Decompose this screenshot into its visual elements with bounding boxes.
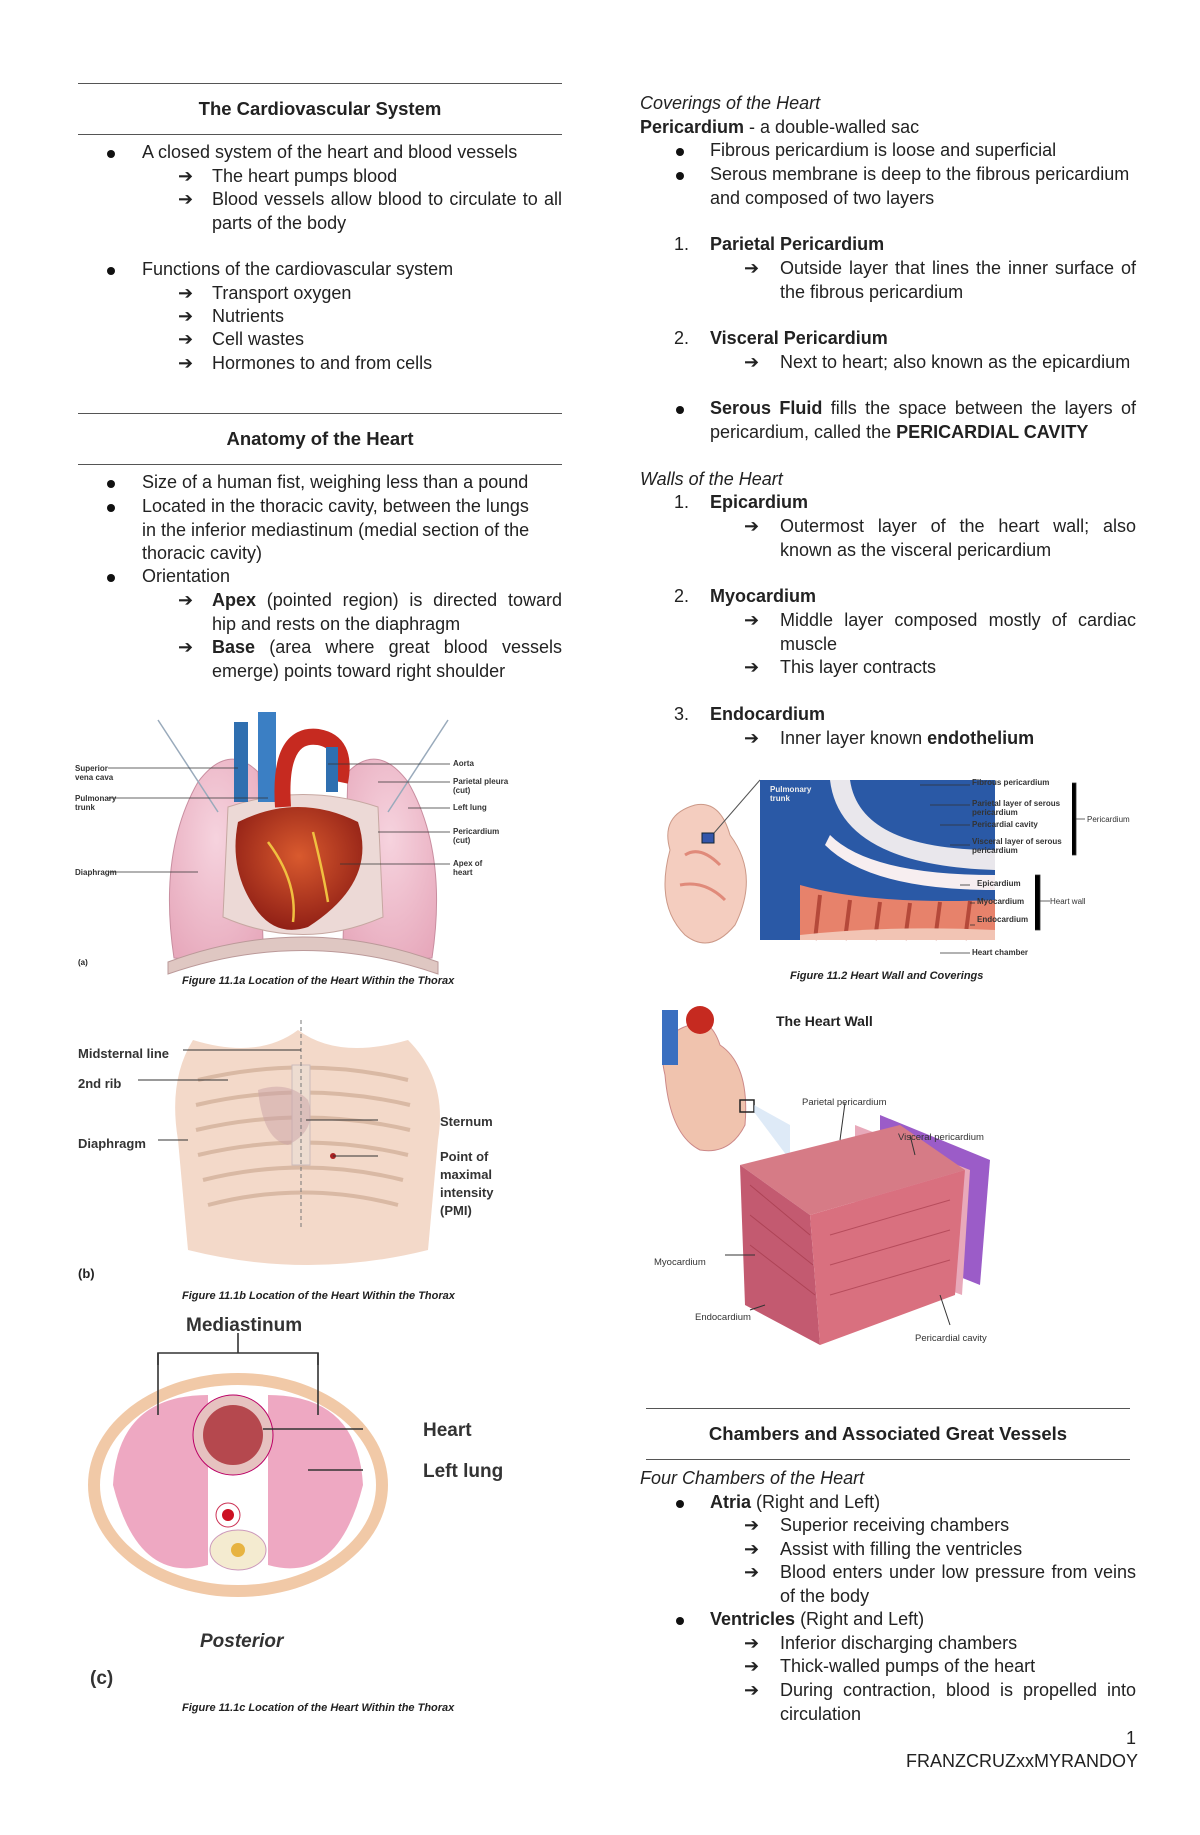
label-heart-chamber: Heart chamber [972, 948, 1029, 957]
heading-coverings: Coverings of the Heart [640, 93, 821, 113]
epicardium: Epicardium [710, 492, 809, 512]
atria-desc-2: Assist with filling the ventricles [780, 1539, 1023, 1559]
pmi-line: maximal [440, 1167, 493, 1182]
arrow-icon: ➔ [744, 610, 760, 630]
label-midsternal-line: Midsternal line [78, 1046, 170, 1061]
atria-desc-3: Blood enters under low pressure from veins of the body [780, 1562, 1136, 1606]
section-title-chambers: Chambers and Associated Great Vessels [646, 1408, 1130, 1460]
label-parietal-pericardium-2: Parietal pericardium [802, 1097, 887, 1108]
myocardium: Myocardium [710, 586, 817, 606]
pmi-line: Point of [440, 1149, 489, 1164]
label-myocardium: Myocardium [977, 897, 1025, 906]
base-item [212, 636, 562, 683]
arrow-icon: ➔ [178, 353, 194, 373]
atria-item [710, 1491, 880, 1515]
pericardium-def [640, 116, 919, 140]
bullet [107, 150, 115, 158]
ventricles-desc-2: Thick-walled pumps of the heart [780, 1656, 1036, 1676]
apex-term: Apex [212, 590, 257, 610]
pericardial-cavity-term: PERICARDIAL CAVITY [896, 421, 1089, 442]
arrow-icon: ➔ [744, 352, 760, 372]
bullet [676, 406, 684, 414]
section-title-cardiovascular: The Cardiovascular System [78, 83, 562, 135]
caption-fig-11-1b: Figure 11.1b Location of the Heart Within the Thorax [182, 1290, 455, 1302]
caption-fig-11-1c: Figure 11.1c Location of the Heart Within the Thorax [182, 1702, 455, 1714]
figure-heart-wall-coverings [640, 775, 1140, 985]
label-endocardium: Endocardium [977, 915, 1029, 924]
label-left-lung-c: Left lung [423, 1461, 504, 1482]
label-visceral-layer: Visceral layer of serous pericardium [972, 837, 1062, 855]
label-aorta: Aorta [453, 759, 474, 768]
label-endocardium-2: Endocardium [695, 1312, 751, 1323]
arrow-icon: ➔ [178, 166, 194, 186]
label-pulmonary-trunk: Pulmonary trunk [75, 794, 117, 812]
cv-func-4: Hormones to and from cells [212, 353, 433, 373]
visceral-desc: Next to heart; also known as the epicardium [780, 352, 1131, 372]
label-posterior: Posterior [200, 1631, 284, 1652]
label-visceral-pericardium-2: Visceral pericardium [898, 1132, 984, 1143]
label-pericardial-cavity-3: Pericardial cavity [915, 1333, 987, 1344]
figure-the-heart-wall [650, 1005, 1020, 1360]
bullet [107, 480, 115, 488]
label-diaphragm: Diaphragm [75, 868, 117, 877]
label-mediastinum: Mediastinum [186, 1315, 303, 1336]
pericardium-term: Pericardium [640, 117, 745, 137]
serous-term: Serous Fluid [710, 398, 823, 418]
atria-desc-1: Superior receiving chambers [780, 1515, 1010, 1535]
pmi-line: intensity [440, 1185, 494, 1200]
section-title-anatomy: Anatomy of the Heart [78, 413, 562, 465]
bullet [676, 1500, 684, 1508]
myocardium-desc-1: Middle layer composed mostly of cardiac muscle [780, 610, 1136, 654]
arrow-icon: ➔ [178, 637, 194, 657]
base-text: (area where great blood vessels emerge) points toward right shoulder [212, 637, 562, 681]
number-1: 1. [674, 234, 690, 254]
caption-fig-11-1a: Figure 11.1a Location of the Heart Within the Thorax [182, 975, 455, 987]
ventricles-term: Ventricles [710, 1609, 796, 1629]
endocardium-desc [780, 727, 1034, 751]
label-pulmonary-trunk-2 [770, 785, 830, 803]
arrow-icon: ➔ [178, 189, 194, 209]
arrow-icon: ➔ [178, 590, 194, 610]
label-parietal-layer: Parietal layer of serous pericardium [972, 799, 1061, 817]
ventricles-desc-1: Inferior discharging chambers [780, 1633, 1018, 1653]
label-2nd-rib: 2nd rib [78, 1076, 122, 1091]
serous-text: fills the space between the layers of pericardium, called the [710, 398, 1136, 442]
label-left-lung: Left lung [453, 803, 487, 812]
label-parietal-pleura: Parietal pleura (cut) [453, 777, 509, 795]
anat-bullet-3: Orientation [142, 566, 231, 586]
arrow-icon: ➔ [744, 657, 760, 677]
number-w1: 1. [674, 492, 690, 512]
heading-four-chambers: Four Chambers of the Heart [640, 1468, 865, 1488]
apex-item [212, 589, 562, 636]
cross-section-illustration [78, 1325, 538, 1720]
cv-bullet-1: A closed system of the heart and blood vessels [142, 142, 518, 162]
pericardium-text: - a double-walled sac [744, 117, 920, 137]
myocardium-desc-2: This layer contracts [780, 657, 937, 677]
pulm-line: Pulmonary [770, 785, 812, 794]
pulm-line: trunk [770, 794, 790, 803]
arrow-icon: ➔ [744, 1680, 760, 1700]
epicardium-desc: Outermost layer of the heart wall; also known as the visceral pericardium [780, 516, 1136, 560]
arrow-icon: ➔ [178, 283, 194, 303]
arrow-icon: ➔ [178, 329, 194, 349]
cov-bullet-1: Fibrous pericardium is loose and superficial [710, 140, 1057, 160]
anat-bullet-2: Located in the thoracic cavity, between the lungs in the inferior mediastinum (medial section of the thoracic cavity) [142, 496, 530, 563]
label-sternum: Sternum [440, 1114, 493, 1129]
label-pericardium-cut: Pericardium (cut) [453, 827, 500, 845]
label-fibrous-pericardium: Fibrous pericardium [972, 778, 1050, 787]
parietal-pericardium: Parietal Pericardium [710, 234, 885, 254]
figure-tag-b: (b) [78, 1266, 95, 1281]
label-superior-vena-cava: Superior vena cava [75, 764, 114, 782]
endocardium: Endocardium [710, 704, 826, 724]
bullet [676, 1617, 684, 1625]
number-2: 2. [674, 328, 690, 348]
number-w3: 3. [674, 704, 690, 724]
label-group-heart-wall: Heart wall [1050, 897, 1086, 906]
cov-bullet-2: Serous membrane is deep to the fibrous pericardium and composed of two layers [710, 164, 1130, 208]
bullet [107, 574, 115, 582]
number-w2: 2. [674, 586, 690, 606]
arrow-icon: ➔ [744, 258, 760, 278]
parietal-desc: Outside layer that lines the inner surface of the fibrous pericardium [780, 258, 1136, 302]
label-pmi [440, 1148, 493, 1220]
label-group-pericardium: Pericardium [1087, 815, 1130, 824]
figure-heart-thorax-a [75, 712, 538, 994]
arrow-icon: ➔ [744, 1515, 760, 1535]
anat-bullet-1: Size of a human fist, weighing less than a pound [142, 472, 529, 492]
pmi-line: (PMI) [440, 1203, 472, 1218]
label-myocardium-2: Myocardium [654, 1257, 706, 1268]
author-credit: FRANZCRUZxxMYRANDOY [906, 1751, 1138, 1771]
apex-text: (pointed region) is directed toward hip and rests on the diaphragm [212, 590, 562, 634]
arrow-icon: ➔ [744, 516, 760, 536]
base-term: Base [212, 637, 256, 657]
ventricles-rest: (Right and Left) [795, 1609, 925, 1629]
arrow-icon: ➔ [744, 1633, 760, 1653]
arrow-icon: ➔ [744, 1539, 760, 1559]
cv-arrow-1: The heart pumps blood [212, 166, 398, 186]
label-epicardium: Epicardium [977, 879, 1021, 888]
cv-arrow-2: Blood vessels allow blood to circulate to all parts of the body [212, 189, 562, 233]
arrow-icon: ➔ [744, 1656, 760, 1676]
arrow-icon: ➔ [178, 306, 194, 326]
figure-tag-c: (c) [90, 1668, 114, 1689]
atria-rest: (Right and Left) [751, 1492, 881, 1512]
bullet [676, 148, 684, 156]
heart-thorax-illustration [78, 712, 538, 994]
label-diaphragm-b: Diaphragm [78, 1136, 146, 1151]
arrow-icon: ➔ [744, 1562, 760, 1582]
arrow-icon: ➔ [744, 728, 760, 748]
endo-text: Inner layer known [780, 728, 928, 748]
bullet [107, 504, 115, 512]
label-apex-of-heart: Apex of heart [453, 859, 483, 877]
endothelium-term: endothelium [927, 728, 1035, 748]
caption-fig-11-2: Figure 11.2 Heart Wall and Coverings [790, 970, 984, 982]
visceral-pericardium: Visceral Pericardium [710, 328, 888, 348]
cv-func-3: Cell wastes [212, 329, 305, 349]
figure-heart-thorax-b [78, 1020, 538, 1310]
cv-func-2: Nutrients [212, 306, 285, 326]
figure-heart-thorax-c [78, 1315, 538, 1720]
bullet [676, 172, 684, 180]
heading-walls: Walls of the Heart [640, 469, 783, 489]
label-pericardial-cavity-2: Pericardial cavity [972, 820, 1038, 829]
atria-term: Atria [710, 1492, 752, 1512]
ventricles-desc-3: During contraction, blood is propelled into circulation [780, 1680, 1136, 1724]
figure-tag-a: (a) [78, 958, 88, 967]
serous-fluid-item [710, 397, 1136, 444]
cv-bullet-2: Functions of the cardiovascular system [142, 259, 454, 279]
heart-wall-title: The Heart Wall [776, 1013, 873, 1029]
ventricles-item [710, 1608, 924, 1632]
page-number: 1 [1126, 1728, 1137, 1748]
label-heart: Heart [423, 1420, 472, 1441]
bullet [107, 267, 115, 275]
cv-func-1: Transport oxygen [212, 283, 352, 303]
